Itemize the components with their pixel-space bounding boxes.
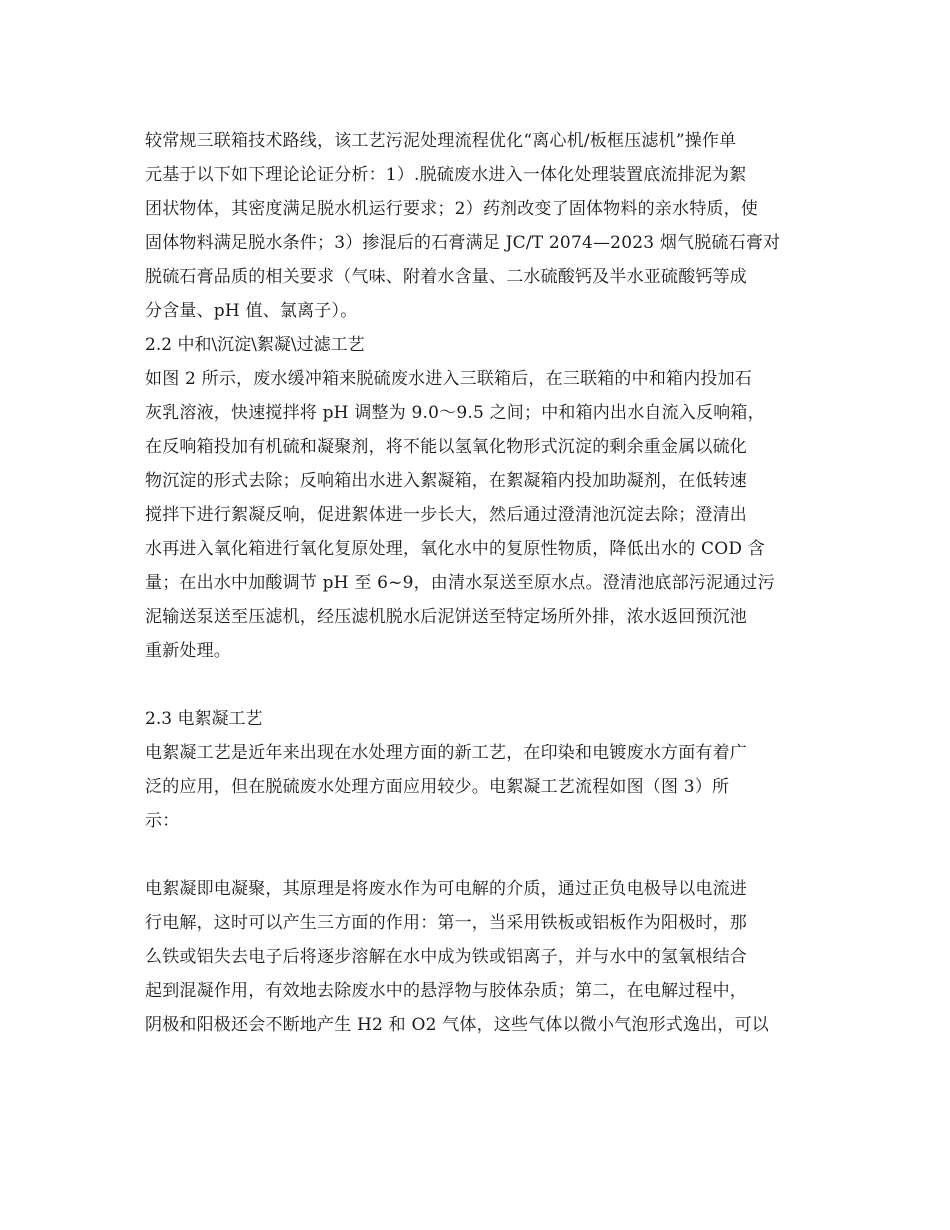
- blank-line: [145, 838, 805, 872]
- text-line: 么铁或铝失去电子后将逐步溶解在水中成为铁或铝离子，并与水中的氢氧根结合: [145, 947, 747, 967]
- text-line: 水再进入氧化箱进行氧化复原处理，氧化水中的复原性物质，降低出水的 COD 含: [145, 539, 765, 559]
- text-line: 固体物料满足脱水条件；3）掺混后的石膏满足 JC/T 2074—2023 烟气脱硫石膏对: [145, 233, 781, 253]
- blank-line: [145, 668, 805, 702]
- text-line: 分含量、pH 值、氯离子）。: [145, 301, 358, 321]
- text-line: 元基于以下如下理论论证分析：1）.脱硫废水进入一体化处理装置底流排泥为絮: [145, 165, 747, 185]
- paragraph-electrocoagulation: [145, 872, 805, 1042]
- text-line: 泥输送泵送至压滤机，经压滤机脱水后泥饼送至特定场所外排，浓水返回预沉池: [145, 607, 747, 627]
- paragraph-2-3: [145, 736, 805, 838]
- section-heading-2-3: 2.3 电絮凝工艺: [145, 709, 263, 729]
- paragraph-2-2: [145, 362, 805, 668]
- text-line: 搅拌下进行絮凝反响，促进絮体进一步长大，然后通过澄清池沉淀去除；澄清出: [145, 505, 747, 525]
- text-line: 阴极和阳极还会不断地产生 H2 和 O2 气体，这些气体以微小气泡形式逸出，可以: [145, 1015, 770, 1035]
- text-line: 团状物体，其密度满足脱水机运行要求；2）药剂改变了固体物料的亲水特质，使: [145, 199, 759, 219]
- text-line: 重新处理。: [145, 641, 231, 661]
- text-line: 起到混凝作用，有效地去除废水中的悬浮物与胶体杂质；第二，在电解过程中，: [145, 981, 747, 1001]
- document-page: [145, 124, 805, 1042]
- section-heading-2-2: 2.2 中和\沉淀\絮凝\过滤工艺: [145, 335, 365, 355]
- text-line: 在反响箱投加有机硫和凝聚剂，将不能以氢氧化物形式沉淀的剩余重金属以硫化: [145, 437, 747, 457]
- text-line: 示：: [145, 811, 180, 831]
- text-line: 泛的应用，但在脱硫废水处理方面应用较少。电絮凝工艺流程如图（图 3）所: [145, 777, 730, 797]
- text-line: 如图 2 所示，废水缓冲箱来脱硫废水进入三联箱后，在三联箱的中和箱内投加石: [145, 369, 753, 389]
- text-line: 电絮凝工艺是近年来出现在水处理方面的新工艺，在印染和电镀废水方面有着广: [145, 743, 747, 763]
- text-line: 脱硫石膏品质的相关要求（气味、附着水含量、二水硫酸钙及半水亚硫酸钙等成: [145, 267, 747, 287]
- paragraph-intro: [145, 124, 805, 328]
- text-line: 电絮凝即电凝聚，其原理是将废水作为可电解的介质，通过正负电极导以电流进: [145, 879, 747, 899]
- text-line: 灰乳溶液，快速搅拌将 pH 调整为 9.0～9.5 之间；中和箱内出水自流入反响箱，: [145, 403, 765, 423]
- text-line: 量；在出水中加酸调节 pH 至 6~9，由清水泵送至原水点。澄清池底部污泥通过污: [145, 573, 775, 593]
- text-line: 较常规三联箱技术路线，该工艺污泥处理流程优化“离心机/板框压滤机”操作单: [145, 131, 737, 151]
- text-line: 行电解，这时可以产生三方面的作用：第一，当采用铁板或铝板作为阳极时，那: [145, 913, 747, 933]
- text-line: 物沉淀的形式去除；反响箱出水进入絮凝箱，在絮凝箱内投加助凝剂，在低转速: [145, 471, 747, 491]
